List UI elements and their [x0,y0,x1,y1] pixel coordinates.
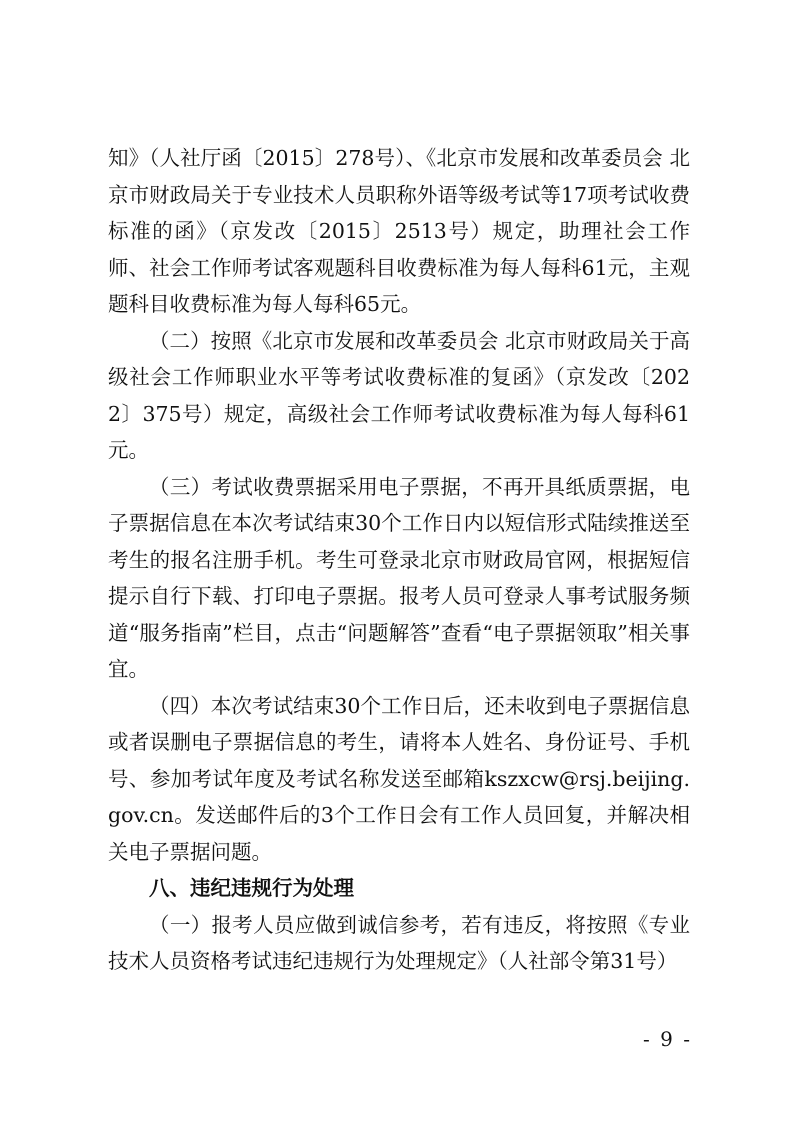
paragraph-section8-item-1: （一）报考人员应做到诚信参考，若有违反，将按照《专业技术人员资格考试违纪违规行为处理规定》（人社部令第31号） [108,912,690,973]
paragraph-item-4: （四）本次考试结束30个工作日后，还未收到电子票据信息或者误删电子票据信息的考生，请将本人姓名、身份证号、手机号、参加考试年度及考试名称发送至邮箱kszxcw@rsj.beijing.gov.cn。发送邮件后的3个工作日会有工作人员回复，并解决相关电子票据问题。 [108,693,690,864]
page-number: - 9 - [643,1027,692,1051]
section-heading: 八、违纪违规行为处理 [149,876,354,900]
paragraph-fee-standard-continued: 知》（人社厅函〔2015〕278号）、《北京市发展和改革委员会 北京市财政局关于专业技术人员职称外语等级考试等17项考试收费标准的函》（京发改〔2015〕2513号）规定，助理社会工作师、社会工作师考试客观题科目收费标准为每人每科61元，主观题科目收费标准为每人每科65元。 [108,146,690,316]
document-body [108,140,690,980]
paragraph-item-3: （三）考试收费票据采用电子票据，不再开具纸质票据，电子票据信息在本次考试结束30个工作日内以短信形式陆续推送至考生的报名注册手机。考生可登录北京市财政局官网，根据短信提示自行下载、打印电子票据。报考人员可登录人事考试服务频道“服务指南”栏目，点击“问题解答”查看“电子票据领取”相关事宜。 [108,474,690,681]
paragraph-item-2: （二）按照《北京市发展和改革委员会 北京市财政局关于高级社会工作师职业水平等考试收费标准的复函》（京发改〔2022〕375号）规定，高级社会工作师考试收费标准为每人每科61元。 [108,328,690,462]
